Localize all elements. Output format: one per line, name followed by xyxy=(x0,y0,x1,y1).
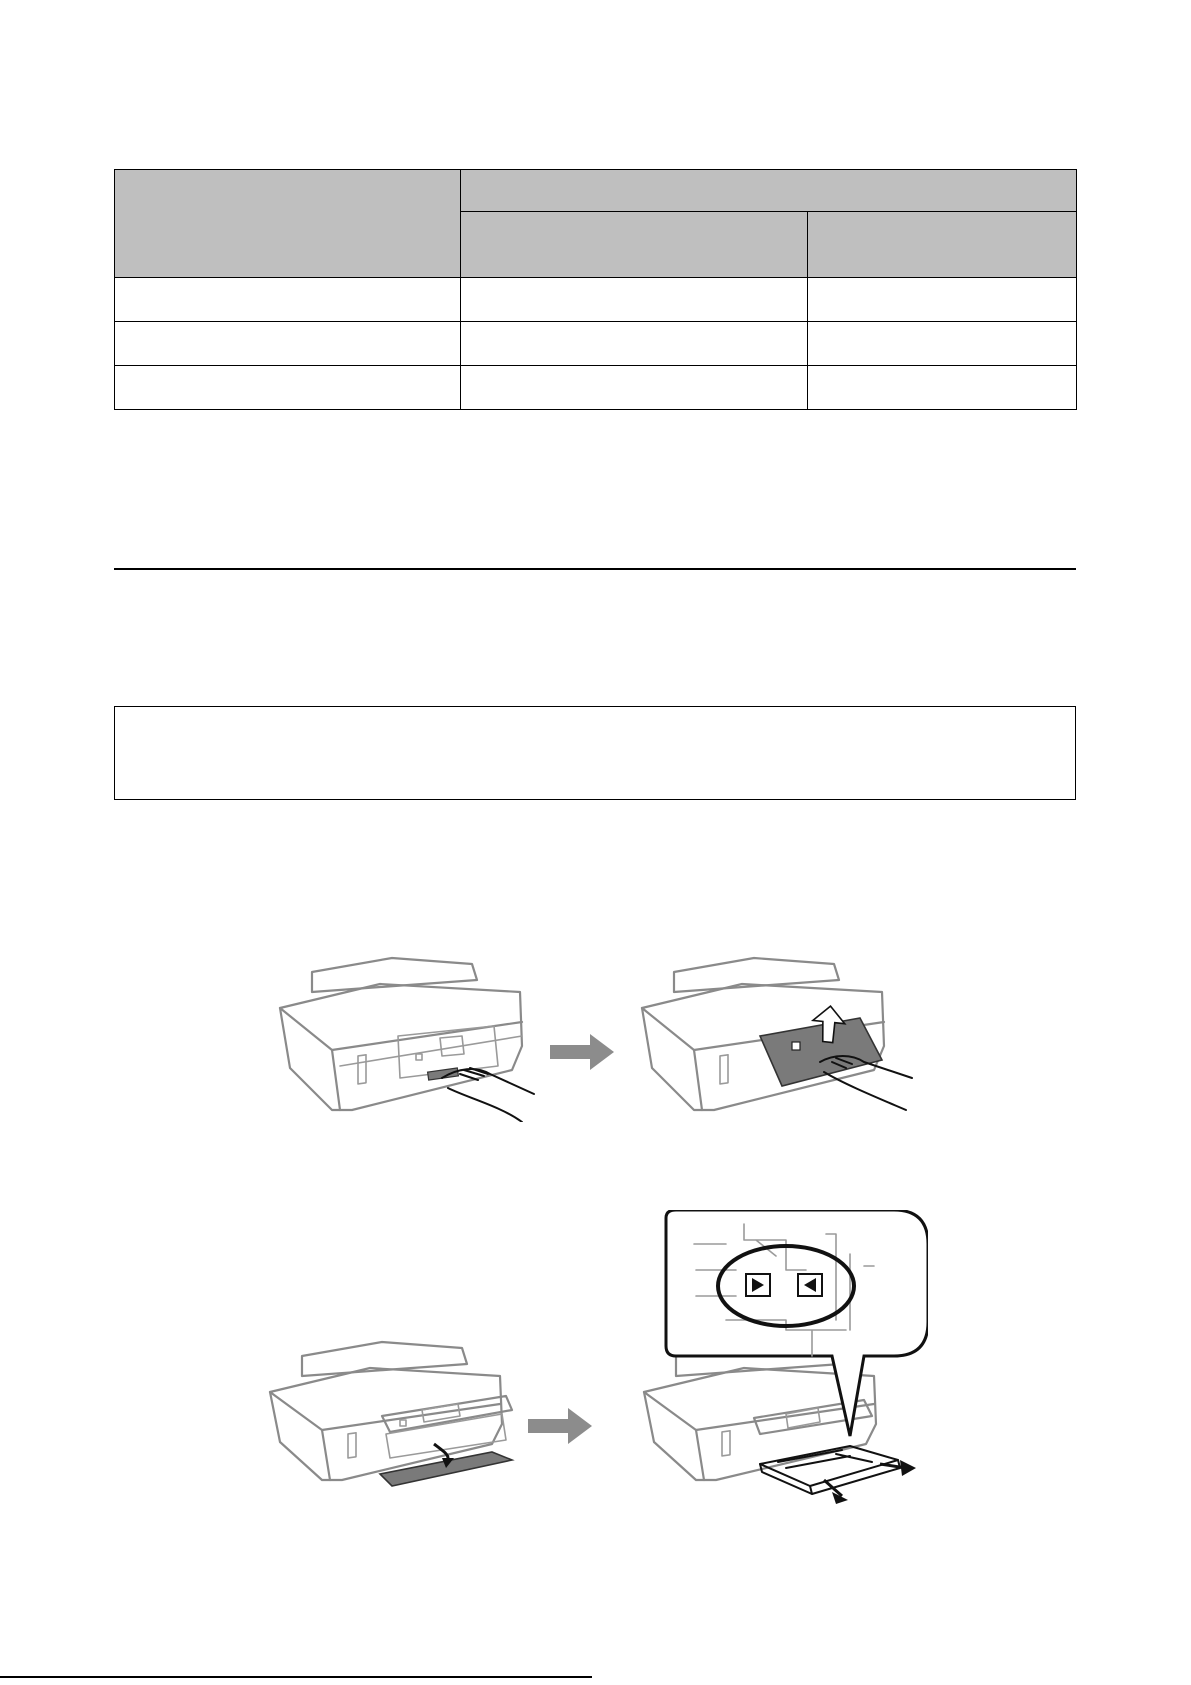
table-subheader-1 xyxy=(461,212,808,278)
table-cell xyxy=(461,278,808,322)
section-divider xyxy=(114,568,1076,570)
arrow-icon xyxy=(550,1034,614,1070)
table-cell xyxy=(461,322,808,366)
table-header-group xyxy=(461,170,1077,212)
printer-icon xyxy=(262,1334,522,1494)
table-header-media xyxy=(115,170,461,278)
paper-capacity-table xyxy=(114,169,1077,410)
printer-icon xyxy=(634,950,914,1122)
table-cell xyxy=(115,278,461,322)
note-box xyxy=(114,706,1076,800)
table-cell xyxy=(115,366,461,410)
table-cell xyxy=(461,366,808,410)
table-cell xyxy=(808,278,1077,322)
table-row xyxy=(115,366,1077,410)
table-row xyxy=(115,322,1077,366)
printer-icon xyxy=(272,950,542,1122)
table-row xyxy=(115,278,1077,322)
arrow-icon xyxy=(528,1408,592,1444)
table-cell xyxy=(808,366,1077,410)
footer-rule xyxy=(0,1676,592,1678)
printer-icon xyxy=(636,1210,928,1506)
table-cell xyxy=(115,322,461,366)
table-subheader-2 xyxy=(808,212,1077,278)
table-cell xyxy=(808,322,1077,366)
